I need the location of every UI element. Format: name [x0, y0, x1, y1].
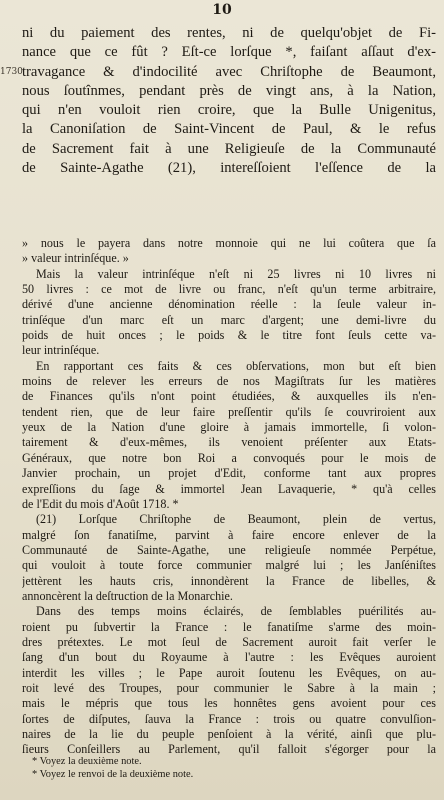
page-number: 10: [212, 2, 232, 18]
text-line: malgré ſon fanatiſme, parvint à faire encore enlever de la: [22, 527, 436, 542]
main-text-block: [22, 24, 436, 178]
text-line: 50 livres : ce mot de livre ou franc, n'eſt qu'un terme arbitraire,: [22, 282, 436, 297]
text-line: tendent rien, que de leur faire preſſentir qu'ils ſe couvriroient aux: [22, 404, 436, 419]
text-line: de Finances qu'ils n'ont point étudiées, & auxquelles ils n'en-: [22, 389, 436, 404]
text-line: ſortes de diſputes, ſauva la France : trois ou quatre convulſion-: [22, 711, 436, 726]
page-footnotes: [22, 755, 436, 781]
text-line: poids de huit onces ; le poids & le titre font ſeuls cette va-: [22, 328, 436, 343]
text-line: ſang d'un bout du Royaume à l'autre : les Evêques auroient: [22, 650, 436, 665]
text-line: leur intrinſéque.: [22, 343, 100, 358]
text-line: de Sainte-Agathe (21), intereſſoient l'eſſence de la: [22, 160, 436, 177]
text-line: dérivé d'une ancienne dénomination réelle : la ſeule valeur in-: [22, 297, 436, 312]
text-line: roit levé des Troupes, pour communier le Sabre à la main ;: [22, 680, 436, 695]
margin-note: 1730: [0, 67, 23, 77]
text-line: nous ſoutînmes, pendant près de vingt ans, à la Nation,: [22, 82, 436, 99]
text-line: ſieurs Conſeillers au Parlement, qu'il falloit s'égorger pour la: [22, 742, 436, 757]
text-line: Généraux, que notre bon Roi a convoqués pour le mois de: [22, 450, 436, 465]
text-line: de l'Edit du mois d'Août 1718. *: [22, 496, 179, 511]
text-line: moins de relever les erreurs de nos Magiſtrats ſur les matières: [22, 374, 436, 389]
text-line: jettèrent les hauts cris, innondèrent la France de libelles, &: [22, 573, 436, 588]
text-line: » valeur intrinſéque. »: [22, 251, 129, 266]
text-line: ni du paiement des rentes, ni de quelqu'objet de Fi-: [22, 25, 436, 41]
text-line: naires de la lie du peuple penſoient à la vérité, ainſi que plu-: [22, 727, 436, 741]
text-line: qui vouloit à toute force communier malgré lui ; les Janſéniſtes: [22, 558, 436, 573]
text-line: trinſéque d'un marc eſt un marc d'argent; une demi-livre du: [22, 312, 436, 327]
text-line: tairement & d'eux-mêmes, ils venoient préſenter aux Etats-: [22, 435, 436, 450]
text-line: Communauté de Sainte-Agathe, une religieuſe nommée Perpétue,: [22, 542, 436, 557]
text-line: nance que ce fût ? Eſt-ce lorſque *, faiſant aſſaut d'ex-: [22, 44, 436, 61]
text-line: dres prétextes. Le mot ſeul de Sacrement auroit fait verſer le: [22, 634, 436, 649]
text-line: En rapportant ces faits & ces obſervations, mon but eſt bien: [36, 358, 436, 373]
text-line: travagance & d'indocilité avec Chriſtophe de Beaumont,: [22, 63, 436, 80]
text-line: de Sacrement fait à une Religieuſe de la Communauté: [22, 140, 436, 157]
footnote-text-block: [22, 236, 436, 758]
text-line: (21) Lorſque Chriſtophe de Beaumont, plein de vertus,: [36, 512, 436, 527]
text-line: qui n'en vouloit rien croire, que la Bulle Unigenitus,: [22, 102, 436, 119]
text-line: Janvier prochain, un projet d'Edit, conforme tant aux propres: [22, 466, 436, 481]
text-line: la Canoniſation de Saint-Vincent de Paul, & le refus: [22, 121, 436, 138]
text-line: annoncèrent la deſtruction de la Monarchie.: [22, 588, 233, 603]
text-line: roient pu ſubvertir la France : le fanatiſme s'arme des moin-: [22, 619, 436, 634]
text-line: interdit les villes ; le Pape auroit ſoutenu les Evêques, on au-: [22, 665, 436, 680]
text-line: Dans des temps moins éclairés, de ſemblables puérilités au-: [36, 604, 436, 619]
text-line: Mais la valeur intrinſéque n'eſt ni 25 livres ni 10 livres ni: [36, 266, 436, 281]
text-line: yeux de la Nation d'une gloire à jamais immortelle, ſi volon-: [22, 420, 436, 435]
footnote: * Voyez la deuxième note.: [32, 756, 142, 767]
text-line: » nous le payera dans notre monnoie qui ne lui coûtera que ſa: [22, 236, 436, 250]
text-line: expreſſions du ſage & immortel Jean Lavaquerie, * qu'à celles: [22, 481, 436, 496]
text-line: mais le mépris que tous les honnêtes gens avoient pour ces: [22, 696, 436, 711]
footnote: * Voyez le renvoi de la deuxième note.: [32, 769, 194, 780]
